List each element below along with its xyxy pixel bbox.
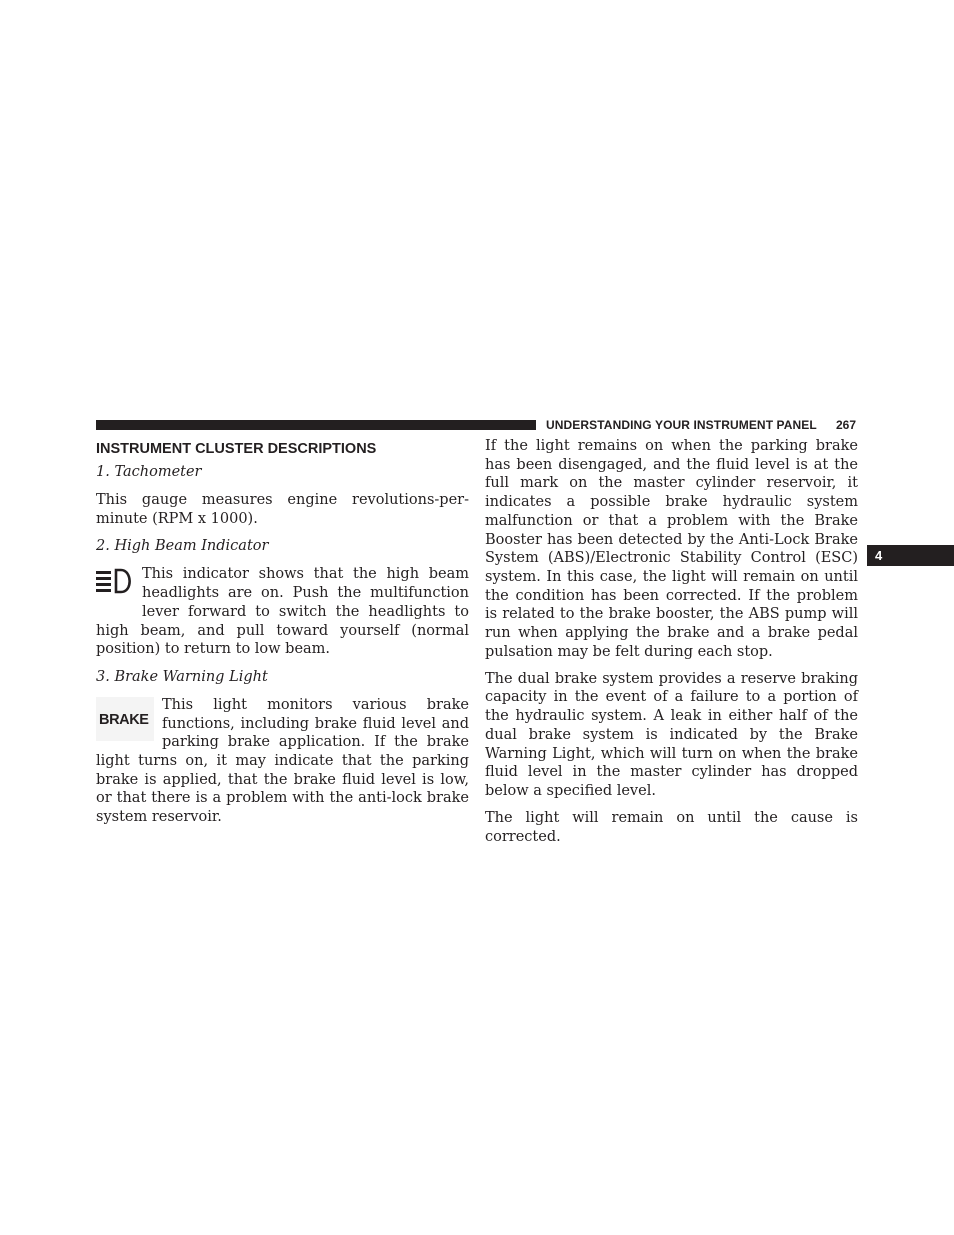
- paragraph: If the light remains on when the parking brake has been disengaged, and the fluid level is at the full mark on the master cylinder reservoir, it indicates a possible brake hydraulic system malfunction or that a problem with the Brake Booster has been detected by the Anti-Lock Brake System (ABS)/Electronic Stability Control (ESC) system. In this case, the light will remain on until the condition has been corrected. If the problem is related to the brake booster, the ABS pump will run when applying the brake and a brake pedal pulsation may be felt during each stop.: [485, 438, 858, 660]
- high-beam-icon: [96, 567, 136, 603]
- item-title-high-beam: 2. High Beam Indicator: [96, 538, 269, 555]
- brake-icon-label: BRAKE: [99, 711, 149, 728]
- header-rule: [96, 420, 536, 430]
- item-text-high-beam: This indicator shows that the high beam headlights are on. Push the multifunction lever forward to switch the headlights to high beam, and pull toward yourself (normal position) to return to low beam.: [96, 566, 469, 658]
- item-text-tachometer: This gauge measures engine revolutions-per-minute (RPM x 1000).: [96, 492, 469, 527]
- item-title-tachometer: 1. Tachometer: [96, 464, 202, 480]
- chapter-tab: 4: [867, 545, 954, 566]
- item-title-brake-warning: 3. Brake Warning Light: [96, 668, 268, 685]
- brake-warning-icon: [96, 697, 154, 741]
- paragraph: The dual brake system provides a reserve braking capacity in the event of a failure to a portion of the hydraulic system. A leak in either half of the dual brake system is indicated by the Brake Warning Light, which will turn on when the brake fluid level in the master cylinder has dropped below a specified level.: [485, 670, 858, 799]
- paragraph: The light will remain on until the cause is corrected.: [485, 809, 858, 845]
- right-column: [485, 437, 858, 855]
- left-column: [96, 437, 469, 836]
- item-text-brake-warning: This light monitors various brake functions, including brake fluid level and parking brake application. If the brake light turns on, it may indicate that the parking brake is applied, that the brake fluid level is low, or that there is a problem with the anti-lock brake system reservoir.: [96, 696, 469, 826]
- section-heading: INSTRUMENT CLUSTER DESCRIPTIONS: [96, 441, 377, 457]
- running-header-title: UNDERSTANDING YOUR INSTRUMENT PANEL: [546, 418, 817, 432]
- page-number: 267: [836, 418, 857, 432]
